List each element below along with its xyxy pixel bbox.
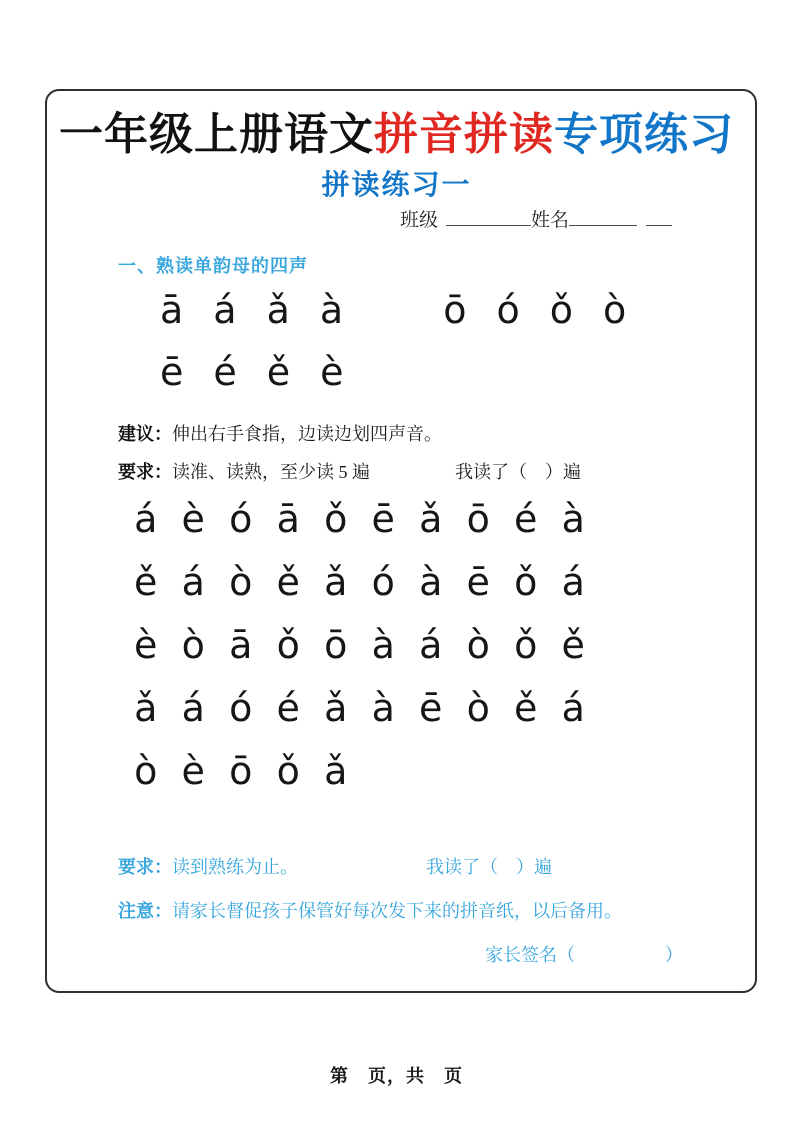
notice-label: 注意：: [118, 901, 172, 921]
pinyin-letter: è: [181, 497, 205, 541]
requirement-line: [118, 458, 581, 484]
title-part-grade: 一年级上册语文: [59, 110, 374, 159]
pinyin-letter: à: [319, 288, 344, 332]
pinyin-letter: ā: [160, 288, 184, 332]
pinyin-letter: ě: [276, 560, 300, 604]
pinyin-letter: ě: [134, 560, 158, 604]
pinyin-letter: ò: [181, 623, 205, 667]
pinyin-letter: é: [213, 350, 237, 394]
pinyin-letter: ě: [266, 350, 291, 394]
vowel-tone-row-a-o: [160, 288, 626, 332]
pinyin-letter: ō: [466, 497, 490, 541]
pinyin-letter: á: [181, 686, 205, 730]
pinyin-letter: é: [276, 686, 300, 730]
name-label: 姓名: [531, 210, 570, 231]
pinyin-letter: è: [320, 350, 344, 394]
pinyin-letter: ǒ: [514, 623, 538, 667]
pinyin-letter: ě: [561, 623, 585, 667]
pinyin-letter: à: [561, 497, 585, 541]
pinyin-letter: á: [134, 497, 158, 541]
pinyin-grid-row-3: [122, 623, 597, 686]
pinyin-letter: ē: [466, 560, 490, 604]
vowel-group-a: [160, 288, 343, 332]
pinyin-letter: ǎ: [324, 560, 348, 604]
parent-signature-line: 家长签名（ ）: [485, 945, 683, 965]
suggestion-text: 伸出右手食指，边读边划四声音。: [172, 424, 442, 444]
pinyin-letter: à: [371, 686, 395, 730]
vowel-group-e: [160, 350, 344, 394]
pinyin-letter: á: [213, 288, 237, 332]
pinyin-letter: ǎ: [419, 497, 443, 541]
pinyin-letter: ā: [276, 497, 300, 541]
note-read-count-blank: 我读了（ ）遍: [426, 857, 552, 877]
pinyin-letter: ǎ: [134, 686, 158, 730]
pinyin-letter: ē: [160, 350, 184, 394]
pinyin-letter: ǎ: [324, 686, 348, 730]
pinyin-letter: á: [561, 560, 585, 604]
vowel-group-o: [443, 288, 626, 332]
student-info-line: [400, 205, 672, 232]
pinyin-letter: ò: [466, 623, 490, 667]
pinyin-grid-row-2: [122, 560, 597, 623]
pinyin-letter: à: [419, 560, 443, 604]
pinyin-letter: ǎ: [324, 749, 348, 793]
pinyin-letter: ē: [371, 497, 395, 541]
name-fill-in-line[interactable]: [569, 206, 637, 226]
vowel-tone-row-e: [160, 350, 344, 394]
class-fill-in-line[interactable]: [446, 206, 531, 226]
read-count-blank: 我读了（ ）遍: [455, 462, 581, 482]
pinyin-letter: ō: [443, 288, 467, 332]
page-title: [0, 98, 793, 162]
pinyin-letter: ǒ: [324, 497, 348, 541]
pinyin-letter: ē: [419, 686, 443, 730]
pinyin-practice-grid: [122, 497, 597, 812]
pinyin-letter: ǒ: [514, 560, 538, 604]
pinyin-letter: ó: [229, 686, 253, 730]
class-label: 班级: [400, 210, 439, 231]
title-part-pinyin: 拼音拼读: [374, 110, 554, 159]
pinyin-grid-row-5: [122, 749, 597, 812]
pinyin-letter: è: [181, 749, 205, 793]
pinyin-letter: ǎ: [266, 288, 290, 332]
suggestion-line: [118, 420, 442, 446]
pinyin-letter: á: [561, 686, 585, 730]
pinyin-grid-row-1: [122, 497, 597, 560]
page-number-footer: 第 页，共 页: [330, 1066, 463, 1086]
pinyin-letter: ò: [134, 749, 158, 793]
pinyin-letter: ǒ: [276, 749, 300, 793]
pinyin-letter: ò: [229, 560, 253, 604]
pinyin-letter: ó: [229, 497, 253, 541]
pinyin-letter: é: [514, 497, 538, 541]
pinyin-letter: ǒ: [549, 288, 573, 332]
title-part-practice: 专项练习: [554, 110, 734, 159]
pinyin-letter: à: [371, 623, 395, 667]
pinyin-letter: ǒ: [276, 623, 300, 667]
pinyin-letter: è: [134, 623, 158, 667]
section-one-heading: 一、熟读单韵母的四声: [118, 256, 308, 276]
requirement-label: 要求：: [118, 462, 172, 482]
name-fill-in-line-2[interactable]: [646, 206, 672, 226]
pinyin-letter: á: [419, 623, 443, 667]
pinyin-grid-row-4: [122, 686, 597, 749]
note-requirement-label: 要求：: [118, 857, 172, 877]
pinyin-letter: ó: [371, 560, 395, 604]
pinyin-letter: ó: [496, 288, 520, 332]
pinyin-letter: ō: [324, 623, 348, 667]
pinyin-letter: ō: [229, 749, 253, 793]
pinyin-letter: ā: [229, 623, 253, 667]
pinyin-letter: ě: [514, 686, 538, 730]
pinyin-letter: ò: [602, 288, 627, 332]
notice-line: [118, 897, 622, 923]
suggestion-label: 建议：: [118, 424, 172, 444]
pinyin-letter: á: [181, 560, 205, 604]
requirement-text: 读准、读熟，至少读 5 遍: [172, 462, 370, 482]
worksheet-subtitle: 拼读练习一: [321, 170, 472, 201]
notice-text: 请家长督促孩子保管好每次发下来的拼音纸，以后备用。: [172, 901, 622, 921]
note-requirement-line: [118, 853, 552, 879]
note-requirement-text: 读到熟练为止。: [172, 857, 298, 877]
pinyin-letter: ò: [466, 686, 490, 730]
